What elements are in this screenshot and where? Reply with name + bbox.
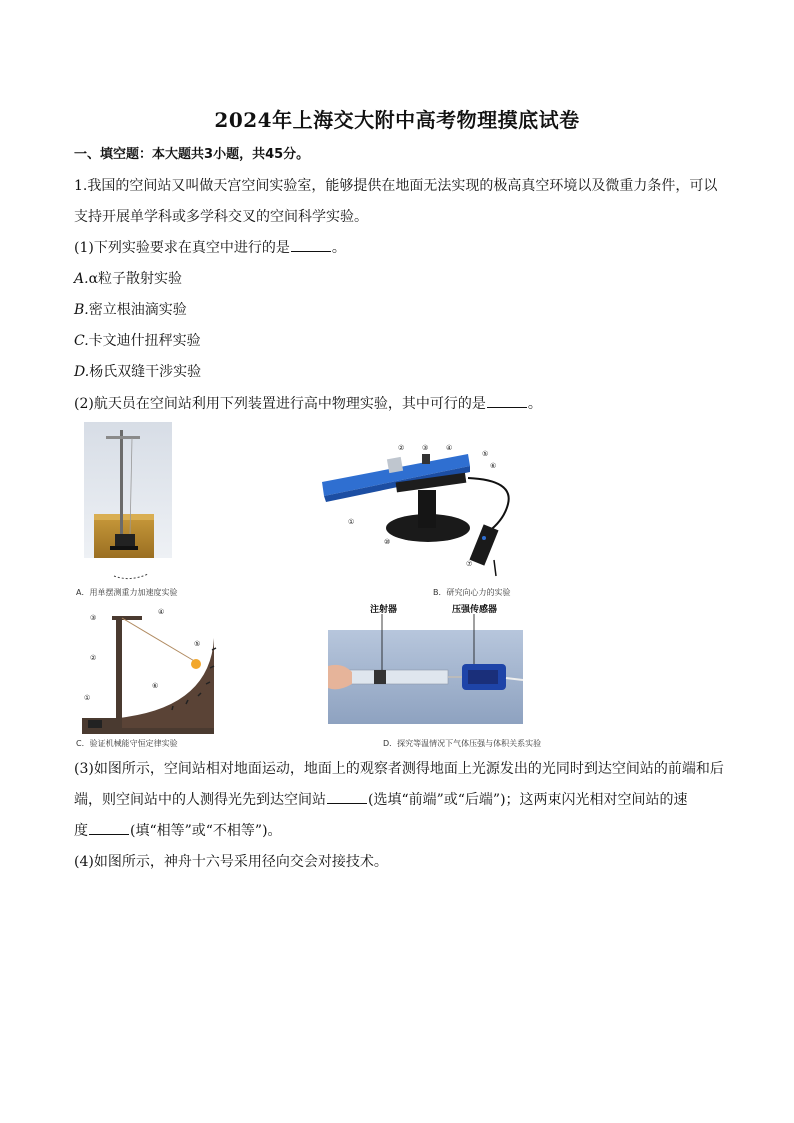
figure-b-label: ⑤ — [482, 450, 489, 458]
option-a: A.α粒子散射实验 — [74, 271, 183, 287]
figure-b-label: ⑥ — [490, 462, 497, 470]
subquestion-2: (2)航天员在空间站利用下列装置进行高中物理实验，其中可行的是 。 — [74, 396, 542, 412]
subquestion-3-line3: 度 (填“相等”或“不相等”)。 — [74, 823, 282, 839]
figure-c-label: ① — [84, 694, 91, 702]
gas-pressure-figure — [328, 600, 523, 734]
figure-c-label: ③ — [90, 614, 97, 622]
figure-b-label: ④ — [446, 444, 453, 452]
option-c: C.卡文迪什扭秤实验 — [74, 333, 201, 349]
answer-blank[interactable] — [291, 238, 331, 252]
figure-c-label: ⑥ — [152, 682, 159, 690]
figure-b-label: ① — [348, 518, 355, 526]
centripetal-force-figure — [318, 440, 523, 580]
figure-c-label: ② — [90, 654, 97, 662]
answer-blank[interactable] — [89, 821, 129, 835]
figure-b-label: ⑦ — [466, 560, 473, 568]
answer-blank[interactable] — [327, 790, 367, 804]
pressure-sensor-label: 压强传感器 — [452, 605, 498, 615]
energy-conservation-figure — [78, 608, 218, 736]
figure-c-caption: C．验证机械能守恒定律实验 — [76, 739, 178, 748]
figure-a-caption: A．用单摆测重力加速度实验 — [76, 588, 178, 597]
figure-c-label: ④ — [158, 608, 165, 616]
figure-b-label: ② — [398, 444, 405, 452]
figure-b-label: ⑩ — [384, 538, 391, 546]
figure-b-caption: B．研究向心力的实验 — [433, 588, 511, 597]
figure-b-label: ③ — [422, 444, 429, 452]
syringe-label: 注射器 — [370, 605, 398, 615]
subquestion-3-line2: 端，则空间站中的人测得光先到达空间站 (选填“前端”或“后端”)；这两束闪光相对空间站的速 — [74, 792, 688, 808]
subquestion-1: (1)下列实验要求在真空中进行的是 。 — [74, 240, 346, 256]
option-d: D.杨氏双缝干涉实验 — [74, 364, 202, 380]
answer-blank[interactable] — [487, 394, 527, 408]
subquestion-3-line1: (3)如图所示，空间站相对地面运动，地面上的观察者测得地面上光源发出的光同时到达空间站的前端和后 — [74, 761, 724, 777]
section-heading: 一、填空题：本大题共3小题，共45分。 — [74, 147, 310, 162]
figure-d-caption: D．探究等温情况下气体压强与体积关系实验 — [383, 739, 542, 748]
pendulum-figure — [84, 422, 174, 584]
option-b: B.密立根油滴实验 — [74, 302, 187, 318]
subquestion-4: (4)如图所示，神舟十六号采用径向交会对接技术。 — [74, 854, 388, 870]
page-title: 2024年上海交大附中高考物理摸底试卷 — [214, 108, 580, 132]
figure-c-label: ⑤ — [194, 640, 201, 648]
question-intro-line1: 1.我国的空间站又叫做天宫空间实验室，能够提供在地面无法实现的极高真空环境以及微重力条件，可以 — [74, 178, 718, 194]
question-intro-line2: 支持开展单学科或多学科交叉的空间科学实验。 — [74, 209, 368, 225]
